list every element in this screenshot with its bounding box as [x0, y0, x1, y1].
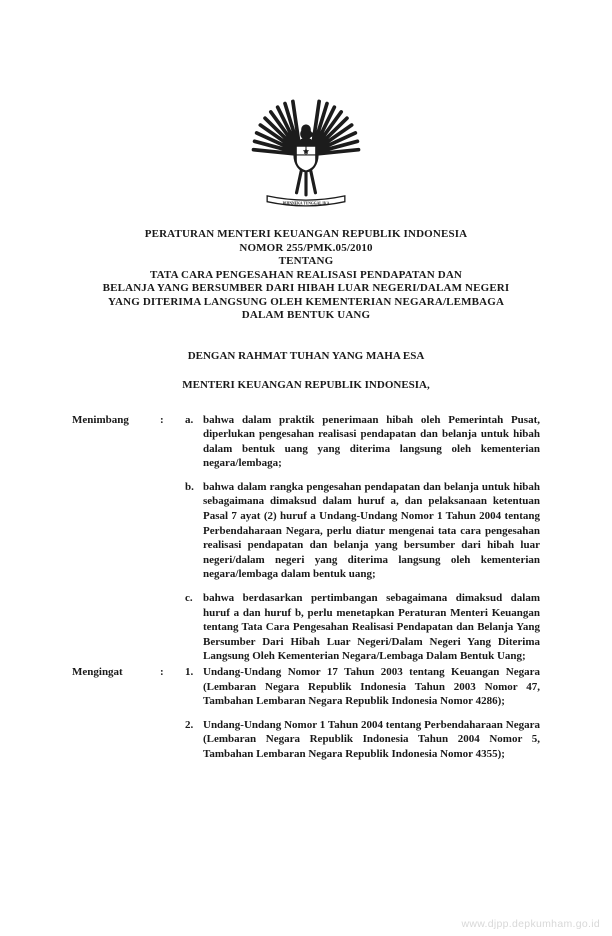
mengingat-label: Mengingat	[72, 666, 123, 678]
menimbang-section	[72, 413, 540, 665]
item-text: Undang-Undang Nomor 1 Tahun 2004 tentang Perbendaharaan Negara (Lembaran Negara Republik Indonesia Tahun 2004 Nomor 5, Tambahan Lembaran Negara Republik Indonesia Nomor 4355);	[203, 718, 540, 760]
mengingat-item-2	[185, 718, 540, 762]
title-line-6: YANG DITERIMA LANGSUNG OLEH KEMENTERIAN NEGARA/LEMBAGA	[107, 295, 505, 308]
title-line-5: BELANJA YANG BERSUMBER DARI HIBAH LUAR NEGERI/DALAM NEGERI	[102, 282, 510, 294]
site-watermark: www.djpp.depkumham.go.id	[461, 918, 600, 930]
authority-line: MENTERI KEUANGAN REPUBLIK INDONESIA,	[182, 378, 430, 391]
item-marker: 2.	[185, 718, 194, 731]
title-line-7: DALAM BENTUK UANG	[241, 309, 371, 321]
item-text: bahwa berdasarkan pertimbangan sebagaimana dimaksud dalam huruf a dan huruf b, perlu menetapkan Peraturan Menteri Keuangan tentang Tata Cara Pengesahan Realisasi Pendapatan dan Belanja Yang Bersumber Dari Hibah Luar Negeri/Dalam Negeri Yang Diterima Langsung Oleh Kementerian Negara/Lembaga Dalam Bentuk Uang;	[203, 592, 540, 663]
mengingat-colon: :	[160, 666, 164, 678]
menimbang-item-b	[185, 480, 540, 582]
title-line-2: NOMOR 255/PMK.05/2010	[239, 241, 373, 254]
item-text: Undang-Undang Nomor 17 Tahun 2003 tentang Keuangan Negara (Lembaran Negara Republik Indonesia Tahun 2003 Nomor 47, Tambahan Lembaran Negara Republik Indonesia Nomor 4286);	[203, 666, 540, 708]
item-text: bahwa dalam praktik penerimaan hibah oleh Pemerintah Pusat, diperlukan pengesahan realisasi pendapatan dan belanja untuk hibah dalam bentuk uang yang diterima langsung oleh kementerian negara/lembaga;	[203, 413, 540, 470]
invocation-line: DENGAN RAHMAT TUHAN YANG MAHA ESA	[187, 349, 425, 362]
garuda-pancasila-emblem	[0, 0, 612, 216]
title-line-3: TENTANG	[278, 255, 334, 267]
menimbang-item-c	[185, 591, 540, 664]
menimbang-colon: :	[160, 413, 164, 426]
menimbang-label: Menimbang	[72, 413, 129, 426]
mengingat-items	[185, 665, 540, 762]
item-marker: c.	[185, 592, 193, 605]
menimbang-item-a	[185, 413, 540, 471]
mengingat-item-1	[185, 665, 540, 709]
emblem-motto: BHINNEKA TUNGGAL IKA	[282, 201, 330, 206]
title-line-4: TATA CARA PENGESAHAN REALISASI PENDAPATAN DAN	[149, 268, 463, 281]
menimbang-items	[185, 413, 540, 665]
garuda-emblem-svg	[243, 96, 369, 216]
mengingat-section	[72, 665, 540, 762]
item-marker: a.	[185, 413, 194, 426]
title-line-1: PERATURAN MENTERI KEUANGAN REPUBLIK INDONESIA	[144, 228, 468, 240]
document-title-block	[0, 228, 612, 323]
item-marker: 1.	[185, 666, 194, 678]
item-text: bahwa dalam rangka pengesahan pendapatan dan belanja untuk hibah sebagaimana dimaksud dalam huruf a, dan pelaksanaan ketentuan Pasal 7 ayat (2) huruf a Undang-Undang Nomor 1 Tahun 2004 tentang Perbendaharaan Negara, perlu diatur mengenai tata cara pengesahan realisasi pendapatan dan belanja yang bersumber dari hibah luar negeri/dalam negeri yang diterima langsung oleh kementerian negara/lembaga dalam bentuk uang;	[203, 480, 540, 581]
item-marker: b.	[185, 480, 194, 493]
